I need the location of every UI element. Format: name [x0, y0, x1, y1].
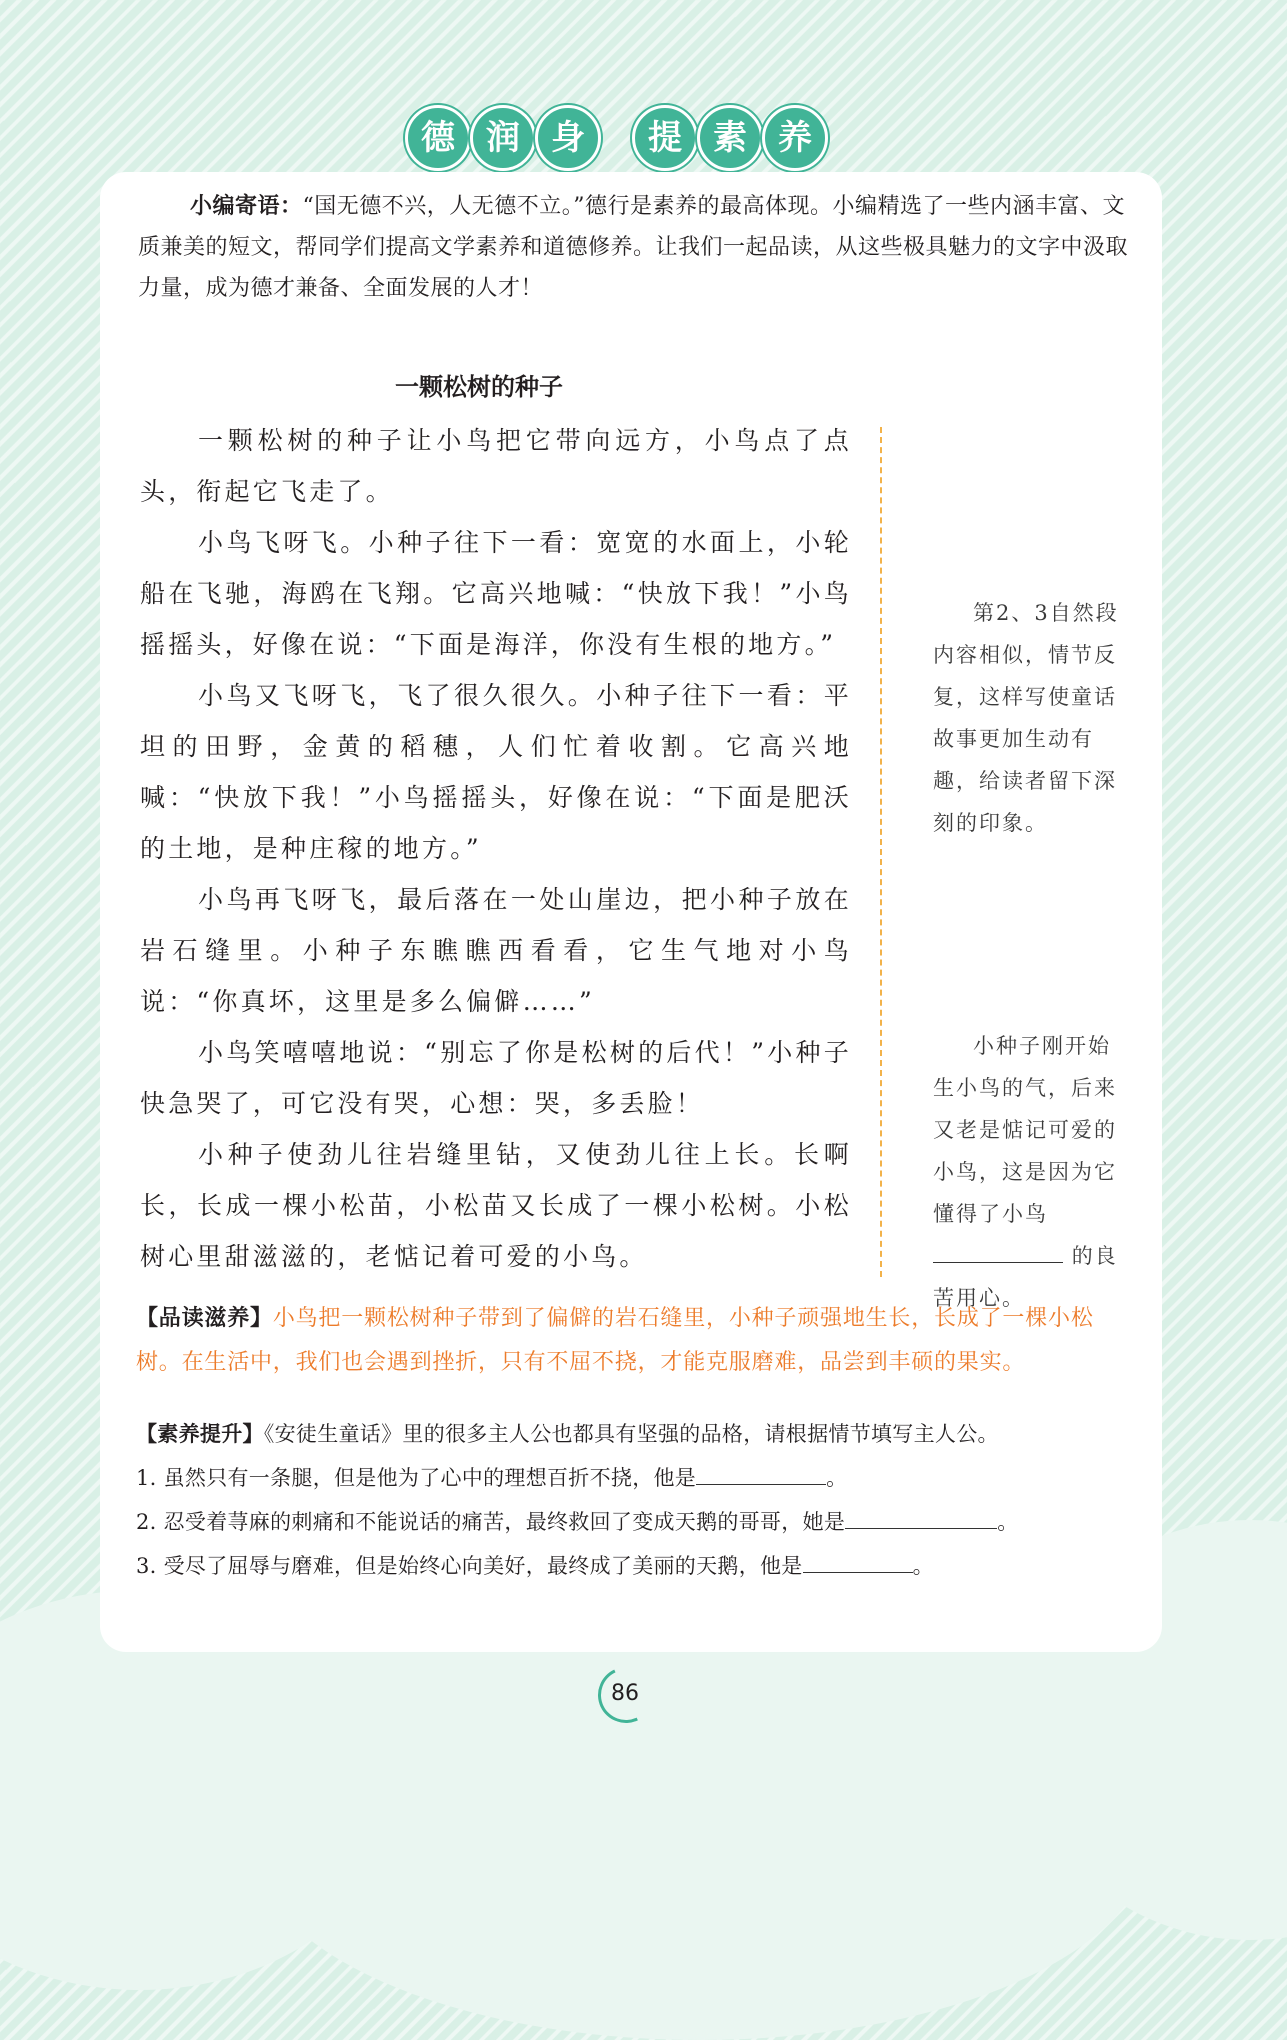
margin-note-2-end: 的良苦用心。 — [933, 1244, 1118, 1310]
story-body — [140, 415, 852, 1282]
exercise-item-end: 。 — [997, 1510, 1019, 1534]
reading-reflection-tag: 【品读滋养】 — [136, 1306, 273, 1331]
exercise-item-text: 3. 受尽了屈辱与磨难，但是始终心向美好，最终成了美丽的天鹅，他是 — [136, 1554, 803, 1578]
content-card — [100, 172, 1162, 1652]
header-badge: 身 — [535, 105, 601, 171]
exercise-item-end: 。 — [826, 1466, 848, 1490]
margin-note-2-text: 小种子刚开始生小鸟的气，后来又老是惦记可爱的小鸟，这是因为它懂得了小鸟 — [933, 1034, 1117, 1226]
exercise-item-text: 1. 虽然只有一条腿，但是他为了心中的理想百折不挠，他是 — [136, 1466, 697, 1490]
story-paragraph: 小鸟笑嘻嘻地说：“别忘了你是松树的后代！”小种子快急哭了，可它没有哭，心想：哭，多丢脸！ — [140, 1038, 852, 1118]
answer-blank[interactable] — [933, 1240, 1063, 1263]
story-paragraph: 小鸟再飞呀飞，最后落在一处山崖边，把小种子放在岩石缝里。小种子东瞧瞧西看看，它生气地对小鸟说：“你真坏，这里是多么偏僻……” — [140, 885, 852, 1016]
header-badge: 养 — [762, 105, 828, 171]
margin-note-2 — [933, 1025, 1133, 1319]
exercise-item — [136, 1500, 1146, 1544]
editor-note-label: 小编寄语： — [190, 194, 303, 219]
header-badge: 素 — [697, 105, 763, 171]
margin-note-1: 第2、3自然段内容相似，情节反复，这样写使童话故事更加生动有趣，给读者留下深刻的印象。 — [933, 601, 1119, 835]
exercise-item — [136, 1456, 1146, 1500]
answer-blank[interactable] — [696, 1460, 826, 1485]
story-paragraph: 一颗松树的种子让小鸟把它带向远方，小鸟点了点头，衔起它飞走了。 — [140, 426, 852, 506]
page-number: 86 — [611, 1681, 639, 1706]
story-paragraph: 小鸟飞呀飞。小种子往下一看：宽宽的水面上，小轮船在飞驰，海鸥在飞翔。它高兴地喊：“快放下我！”小鸟摇摇头，好像在说：“下面是海洋，你没有生根的地方。” — [140, 528, 852, 659]
story-paragraph: 小鸟又飞呀飞，飞了很久很久。小种子往下一看：平坦的田野，金黄的稻穗，人们忙着收割。它高兴地喊：“快放下我！”小鸟摇摇头，好像在说：“下面是肥沃的土地，是种庄稼的地方。” — [140, 681, 852, 863]
answer-blank[interactable] — [845, 1504, 997, 1529]
editor-note — [138, 186, 1128, 309]
literacy-exercise — [136, 1412, 1146, 1588]
header-badge: 润 — [470, 105, 536, 171]
reading-reflection-text: 小鸟把一颗松树种子带到了偏僻的岩石缝里，小种子顽强地生长，长成了一棵小松树。在生活中，我们也会遇到挫折，只有不屈不挠，才能克服磨难，品尝到丰硕的果实。 — [136, 1306, 1094, 1375]
header-badge: 提 — [632, 105, 698, 171]
reading-reflection — [136, 1297, 1136, 1385]
literacy-exercise-tag: 【素养提升】 — [136, 1422, 264, 1446]
section-header — [0, 105, 1287, 169]
margin-divider — [880, 427, 882, 1277]
exercise-item — [136, 1544, 1146, 1588]
exercise-item-end: 。 — [912, 1554, 934, 1578]
answer-blank[interactable] — [803, 1548, 913, 1573]
literacy-exercise-intro: 《安徒生童话》里的很多主人公也都具有坚强的品格，请根据情节填写主人公。 — [263, 1422, 999, 1446]
exercise-item-text: 2. 忍受着荨麻的刺痛和不能说话的痛苦，最终救回了变成天鹅的哥哥，她是 — [136, 1510, 846, 1534]
cloud-decoration-center — [250, 1640, 1150, 2040]
story-title: 一颗松树的种子 — [395, 373, 563, 401]
story-paragraph: 小种子使劲儿往岩缝里钻，又使劲儿往上长。长啊长，长成一棵小松苗，小松苗又长成了一棵小松树。小松树心里甜滋滋的，老惦记着可爱的小鸟。 — [140, 1140, 852, 1271]
header-badge: 德 — [405, 105, 471, 171]
editor-note-text: “国无德不兴，人无德不立。”德行是素养的最高体现。小编精选了一些内涵丰富、文质兼美的短文，帮同学们提高文学素养和道德修养。让我们一起品读，从这些极具魅力的文字中汲取力量，成为德才兼备、全面发展的人才！ — [138, 194, 1129, 301]
